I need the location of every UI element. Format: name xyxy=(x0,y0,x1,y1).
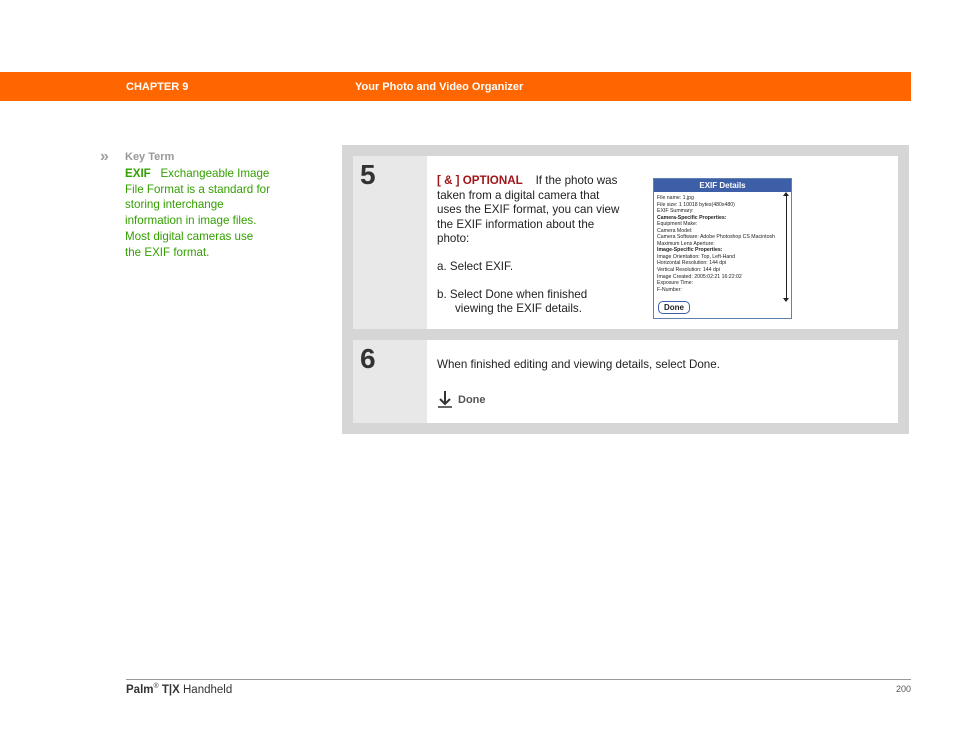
exif-line: Camera Software: Adobe Photoshop CS Macintosh xyxy=(657,234,775,241)
registered-mark: ® xyxy=(153,683,159,690)
footer-product xyxy=(126,683,232,696)
exif-line: Camera-Specific Properties: xyxy=(657,214,727,221)
chapter-header xyxy=(0,72,911,101)
exif-line: Camera Model: xyxy=(657,227,693,234)
step-6 xyxy=(353,340,898,423)
exif-line: Image Created: 2005:02:21 16:22:02 xyxy=(657,273,742,280)
exif-line: Vertical Resolution: 144 dpi xyxy=(657,267,720,274)
exif-line: Image-Specific Properties: xyxy=(657,247,723,254)
footer-brand: Palm xyxy=(126,683,154,696)
step-5-sub-a: a. Select EXIF. xyxy=(437,259,514,273)
done-label: Done xyxy=(458,394,486,406)
exif-line: Exposure Time: xyxy=(657,280,694,287)
step-5-sub-b: b. Select Done when finished viewing the EXIF details. xyxy=(437,287,588,316)
step-number: 5 xyxy=(360,159,376,190)
down-arrow-icon xyxy=(437,390,453,408)
exif-line: F-Number: xyxy=(657,286,682,293)
step-number-column xyxy=(353,340,427,423)
step-5-text xyxy=(437,174,627,317)
exif-line: Image Orientation: Top, Left-Hand xyxy=(657,253,736,260)
double-chevron-icon: » xyxy=(100,148,107,165)
exif-done-button[interactable]: Done xyxy=(658,301,690,314)
exif-title: EXIF Details xyxy=(654,179,791,192)
key-term-definition: Exchangeable Image File Format is a standard for storing interchange information in image files. Most digital cameras use the EXIF format. xyxy=(125,167,270,259)
footer-suffix: Handheld xyxy=(183,683,233,696)
chapter-number: CHAPTER 9 xyxy=(126,81,189,93)
step-number: 6 xyxy=(360,343,376,374)
footer-divider xyxy=(126,679,911,680)
step-5 xyxy=(353,156,898,329)
exif-line: Horizontal Resolution: 144 dpi xyxy=(657,260,727,267)
footer-model: T|X xyxy=(161,683,180,696)
step-number-column xyxy=(353,156,427,329)
exif-line: File name: 1.jpg xyxy=(657,195,694,201)
exif-line: File size: 1 10018 bytes(480x480) xyxy=(657,201,735,208)
exif-line: Maximum Lens Aperture: xyxy=(657,240,715,247)
step-5-intro: If the photo was taken from a digital camera that uses the EXIF format, you can view the EXIF information about the photo: xyxy=(437,174,620,246)
page-number: 200 xyxy=(895,684,911,694)
optional-label: [ & ] OPTIONAL xyxy=(437,174,523,187)
step-6-text: When finished editing and viewing details, select Done. xyxy=(437,358,720,371)
key-term-word: EXIF xyxy=(125,167,151,180)
exif-line: Equipment Make: xyxy=(657,221,698,228)
exif-scrollbar[interactable] xyxy=(786,194,787,300)
exif-details-screenshot xyxy=(653,178,792,319)
key-term-label: Key Term xyxy=(125,151,175,163)
exif-line: EXIF Summary: xyxy=(657,208,694,215)
key-term-body xyxy=(125,166,270,260)
exif-lines xyxy=(657,195,779,293)
chapter-title: Your Photo and Video Organizer xyxy=(355,81,524,93)
